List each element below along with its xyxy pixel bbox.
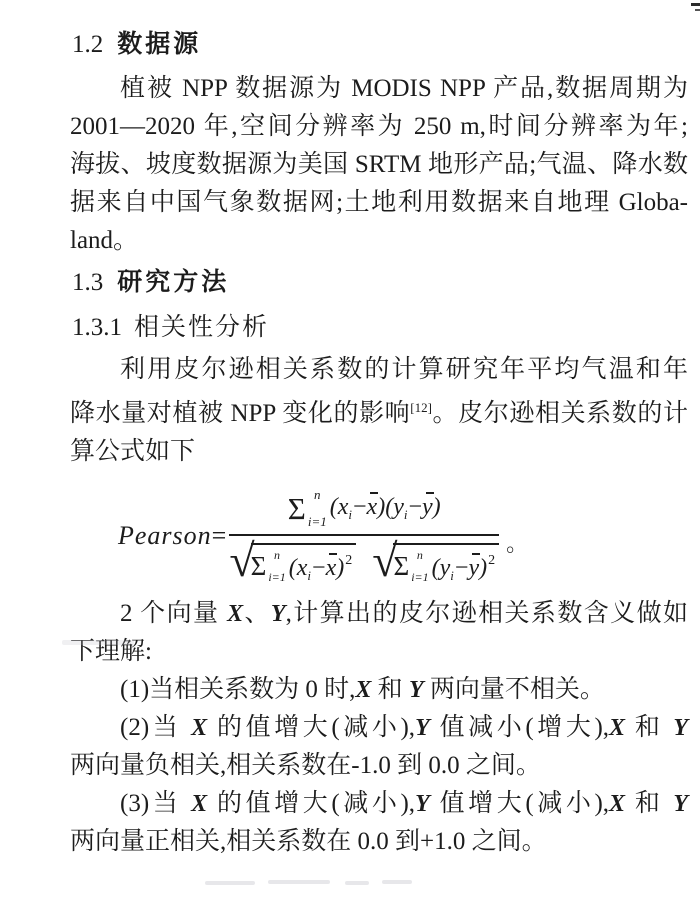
text-segment: 和 (625, 790, 674, 817)
list-item-2-line-1 (70, 709, 688, 747)
formula-fraction (229, 487, 499, 585)
text-segment: 2 个向量 (120, 600, 228, 627)
paragraph-method (70, 351, 688, 471)
vector-y: Y (673, 715, 688, 741)
text-segment: 、 (243, 600, 271, 627)
minus: − (408, 493, 423, 520)
formula-numerator (276, 487, 453, 534)
term: (x (288, 554, 308, 581)
formula-denominator (229, 534, 499, 585)
y-mean: y (468, 554, 480, 581)
term: ) (432, 493, 441, 520)
minus: − (353, 493, 367, 520)
text-segment: (2)当 (120, 714, 192, 741)
scan-bleed-artifact (382, 880, 412, 884)
text-line: 下理解: (70, 638, 152, 665)
term: ) (479, 554, 488, 581)
section-number: 1.3 (72, 269, 104, 296)
expression (431, 552, 496, 583)
text-line (70, 595, 688, 633)
minus: − (312, 554, 326, 581)
upper-limit: n (314, 487, 321, 502)
sigma-symbol: Σ (250, 550, 267, 581)
list-item-3-line-1 (70, 785, 688, 823)
vector-x: X (191, 715, 208, 741)
paragraph-data-source (70, 70, 688, 260)
list-item-1 (70, 671, 688, 709)
square-exponent: 2 (345, 552, 353, 568)
scan-bleed-artifact (62, 640, 134, 645)
summation (393, 548, 428, 584)
minus: − (454, 554, 469, 581)
radicand (251, 543, 357, 584)
x-mean: x (325, 554, 337, 581)
subsection-title: 相关性分析 (134, 314, 270, 341)
summation-limits (411, 548, 428, 584)
vector-x: X (609, 791, 626, 817)
text-segment: (3)当 (120, 790, 192, 817)
text-line: 海拔、坡度数据源为美国 SRTM 地形产品;气温、降水数 (70, 151, 688, 178)
formula-name: Pearson (118, 521, 212, 550)
text-segment: 的值增大(减小), (207, 790, 416, 817)
text-line: 据来自中国气象数据网;土地利用数据来自地理 Globa- (70, 189, 688, 216)
scan-bleed-artifact (345, 881, 369, 885)
page-content (70, 22, 688, 861)
section-heading-1-2 (72, 24, 688, 68)
citation-ref: [12] (410, 400, 432, 415)
pearson-formula (118, 487, 688, 585)
radicand (393, 543, 499, 584)
vector-y: Y (270, 601, 286, 627)
subsection-heading-1-3-1 (72, 308, 688, 351)
text-line: 植被 NPP 数据源为 MODIS NPP 产品,数据周期为 (120, 75, 688, 102)
subscript: i (403, 506, 408, 522)
text-line: land。 (70, 227, 139, 254)
section-title: 数据源 (117, 29, 202, 58)
section-title: 研究方法 (117, 267, 230, 296)
scan-bleed-artifact (268, 880, 330, 884)
subscript: i (450, 567, 454, 583)
text-line: 2001—2020 年,空间分辨率为 250 m,时间分辨率为年; (70, 113, 688, 140)
text-line: 利用皮尔逊相关系数的计算研究年平均气温和年 (120, 356, 688, 383)
x-mean: x (366, 493, 378, 520)
sigma-symbol: Σ (287, 490, 306, 526)
lower-limit: i=1 (307, 514, 327, 529)
summation (288, 487, 327, 529)
upper-limit: n (274, 548, 281, 562)
vector-x: X (227, 601, 244, 627)
text-line (70, 389, 688, 433)
y-mean: y (422, 493, 433, 520)
list-item-2-line-2: 两向量负相关,相关系数在-1.0 到 0.0 之间。 (70, 752, 541, 779)
summation (251, 548, 286, 584)
subscript: i (348, 506, 352, 522)
section-number: 1.2 (72, 31, 104, 58)
summation-limits (308, 487, 327, 529)
text-segment: 值减小(增大), (429, 714, 610, 741)
scan-bleed-artifact (205, 881, 255, 885)
text-line: 算公式如下 (70, 438, 196, 465)
summation-limits (268, 548, 285, 584)
text-segment: 和 (371, 676, 409, 703)
upper-limit: n (416, 548, 423, 562)
radical-sign: √ (229, 535, 255, 586)
term: (y (431, 554, 451, 581)
subscript: i (307, 567, 312, 583)
section-heading-1-3 (72, 262, 688, 306)
sigma-symbol: Σ (393, 550, 410, 581)
lower-limit: i=1 (411, 570, 429, 584)
vector-x: X (355, 677, 372, 703)
text-segment: 。皮尔逊相关系数的计 (431, 400, 688, 427)
text-segment: 的值增大(减小), (207, 714, 416, 741)
expression (288, 552, 353, 583)
formula-terminator: 。 (506, 530, 529, 556)
vector-y: Y (673, 791, 688, 817)
sqrt-x (229, 535, 356, 586)
scan-artifact-top-right-2 (695, 9, 700, 11)
text-segment: 值增大(减小), (429, 790, 610, 817)
lower-limit: i=1 (268, 570, 286, 584)
text-segment: 和 (625, 714, 674, 741)
term: (x (329, 493, 349, 520)
formula-lhs (118, 521, 226, 551)
numerator-expression (330, 494, 441, 523)
radical-sign: √ (372, 535, 398, 586)
text-segment: 两向量不相关。 (423, 676, 605, 703)
equals-sign: = (211, 521, 227, 550)
sqrt-y (372, 535, 499, 586)
scan-artifact-top-right (691, 3, 700, 6)
term: )(y (377, 493, 404, 520)
list-item-3-line-2: 两向量正相关,相关系数在 0.0 到+1.0 之间。 (70, 828, 547, 855)
subsection-number: 1.3.1 (72, 314, 122, 341)
vector-y: Y (415, 791, 430, 817)
text-segment: (1)当相关系数为 0 时, (120, 676, 356, 703)
vector-x: X (191, 791, 208, 817)
vector-y: Y (408, 677, 424, 703)
square-exponent: 2 (488, 552, 496, 568)
vector-x: X (609, 715, 626, 741)
text-segment: ,计算出的皮尔逊相关系数含义做如 (285, 600, 688, 627)
paragraph-interpretation (70, 595, 688, 861)
term: ) (336, 554, 345, 581)
text-segment: 降水量对植被 NPP 变化的影响 (70, 400, 411, 427)
vector-y: Y (415, 715, 430, 741)
